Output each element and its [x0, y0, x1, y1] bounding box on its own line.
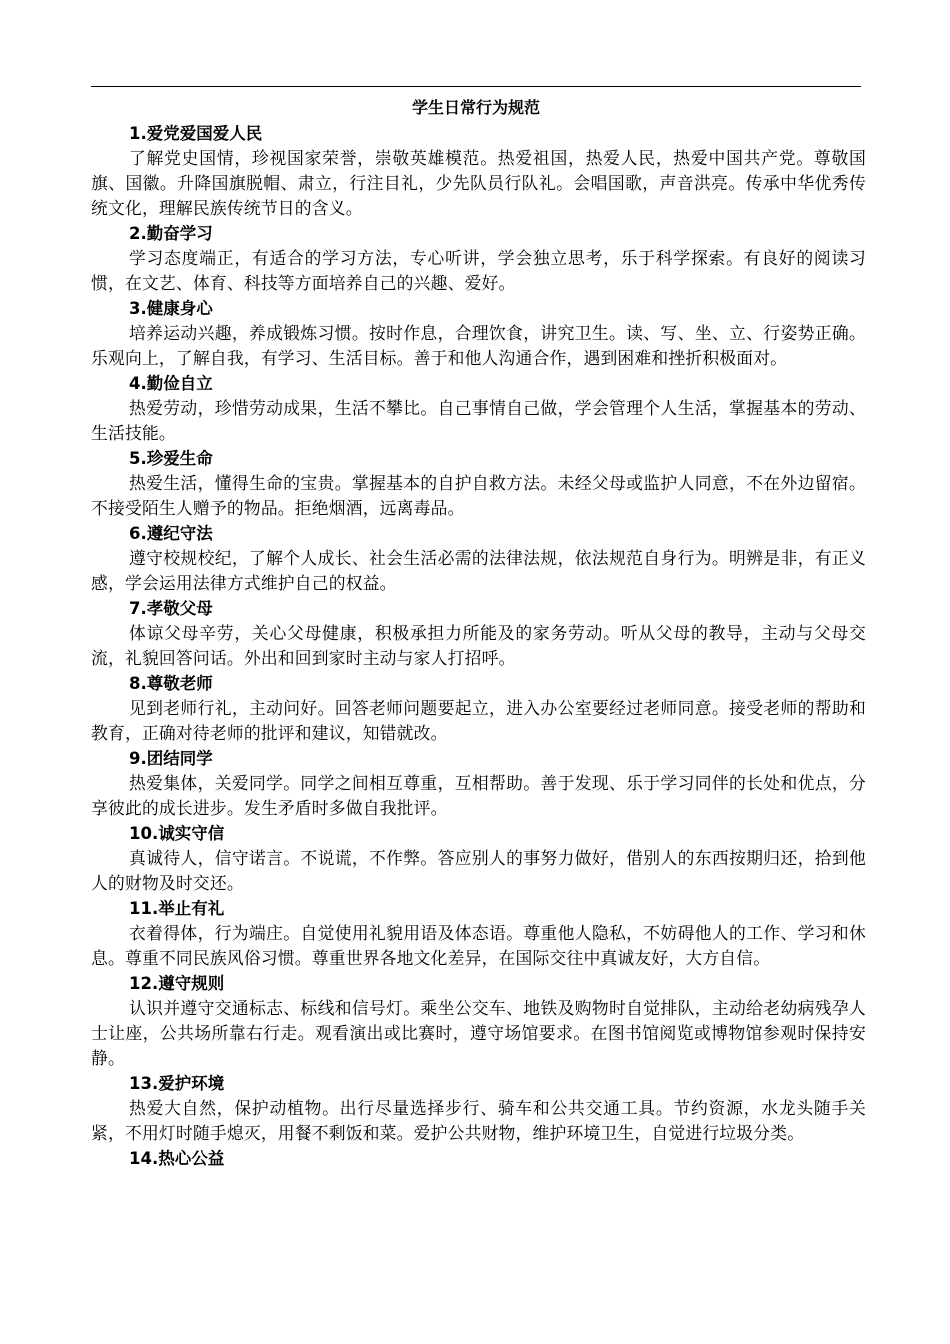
section [91, 371, 866, 446]
section-heading: 9.团结同学 [129, 749, 213, 768]
section-text: 热爱大自然，保护动植物。出行尽量选择步行、骑车和公共交通工具。节约资源，水龙头随手关紧，不用灯时随手熄灭，用餐不剩饭和菜。爱护公共财物，维护环境卫生，自觉进行垃圾分类。 [91, 1098, 866, 1143]
section-text: 遵守校规校纪，了解个人成长、社会生活必需的法律法规，依法规范自身行为。明辨是非，有正义感，学会运用法律方式维护自己的权益。 [91, 548, 866, 593]
section [91, 671, 866, 746]
section-text: 衣着得体，行为端庄。自觉使用礼貌用语及体态语。尊重他人隐私，不妨碍他人的工作、学习和休息。尊重不同民族风俗习惯。尊重世界各地文化差异，在国际交往中真诚友好，大方自信。 [91, 923, 866, 968]
section-heading: 7.孝敬父母 [129, 599, 213, 618]
header-rule [91, 86, 861, 87]
section [91, 1071, 866, 1146]
section-heading: 5.珍爱生命 [129, 449, 213, 468]
section-heading: 13.爱护环境 [129, 1074, 225, 1093]
section-heading: 12.遵守规则 [129, 974, 225, 993]
section-heading: 2.勤奋学习 [129, 224, 213, 243]
section-heading: 11.举止有礼 [129, 899, 225, 918]
section [91, 221, 866, 296]
section-text: 热爱生活，懂得生命的宝贵。掌握基本的自护自救方法。未经父母或监护人同意，不在外边留宿。不接受陌生人赠予的物品。拒绝烟酒，远离毒品。 [91, 473, 866, 518]
section [91, 121, 866, 221]
section-heading: 8.尊敬老师 [129, 674, 213, 693]
section [91, 821, 866, 896]
section-text: 培养运动兴趣，养成锻炼习惯。按时作息，合理饮食，讲究卫生。读、写、坐、立、行姿势正确。乐观向上，了解自我，有学习、生活目标。善于和他人沟通合作，遇到困难和挫折积极面对。 [91, 323, 866, 368]
document-title: 学生日常行为规范 [411, 98, 540, 117]
section-text: 真诚待人，信守诺言。不说谎，不作弊。答应别人的事努力做好，借别人的东西按期归还，拾到他人的财物及时交还。 [91, 848, 866, 893]
section-text: 体谅父母辛劳，关心父母健康，积极承担力所能及的家务劳动。听从父母的教导，主动与父母交流，礼貌回答问话。外出和回到家时主动与家人打招呼。 [91, 623, 866, 668]
section-text: 了解党史国情，珍视国家荣誉，崇敬英雄模范。热爱祖国，热爱人民，热爱中国共产党。尊敬国旗、国徽。升降国旗脱帽、肃立，行注目礼，少先队员行队礼。会唱国歌，声音洪亮。传承中华优秀传统文化，理解民族传统节日的含义。 [91, 148, 866, 218]
section [91, 596, 866, 671]
section-text: 热爱集体，关爱同学。同学之间相互尊重，互相帮助。善于发现、乐于学习同伴的长处和优点，分享彼此的成长进步。发生矛盾时多做自我批评。 [91, 773, 866, 818]
section [91, 296, 866, 371]
section [91, 446, 866, 521]
section [91, 746, 866, 821]
section-heading: 14.热心公益 [129, 1149, 225, 1168]
section [91, 896, 866, 971]
section [91, 521, 866, 596]
section-text: 学习态度端正，有适合的学习方法，专心听讲，学会独立思考，乐于科学探索。有良好的阅读习惯，在文艺、体育、科技等方面培养自己的兴趣、爱好。 [91, 248, 866, 293]
section-heading: 3.健康身心 [129, 299, 213, 318]
section-heading: 6.遵纪守法 [129, 524, 213, 543]
section [91, 1146, 866, 1171]
section-heading: 4.勤俭自立 [129, 374, 213, 393]
section-text: 热爱劳动，珍惜劳动成果，生活不攀比。自己事情自己做，学会管理个人生活，掌握基本的劳动、生活技能。 [91, 398, 866, 443]
document-body [91, 121, 866, 1171]
section-text: 认识并遵守交通标志、标线和信号灯。乘坐公交车、地铁及购物时自觉排队，主动给老幼病残孕人士让座，公共场所靠右行走。观看演出或比赛时，遵守场馆要求。在图书馆阅览或博物馆参观时保持安静。 [91, 998, 866, 1068]
section-heading: 10.诚实守信 [129, 824, 225, 843]
section-heading: 1.爱党爱国爱人民 [129, 124, 263, 143]
section-text: 见到老师行礼，主动问好。回答老师问题要起立，进入办公室要经过老师同意。接受老师的帮助和教育，正确对待老师的批评和建议，知错就改。 [91, 698, 866, 743]
section [91, 971, 866, 1071]
